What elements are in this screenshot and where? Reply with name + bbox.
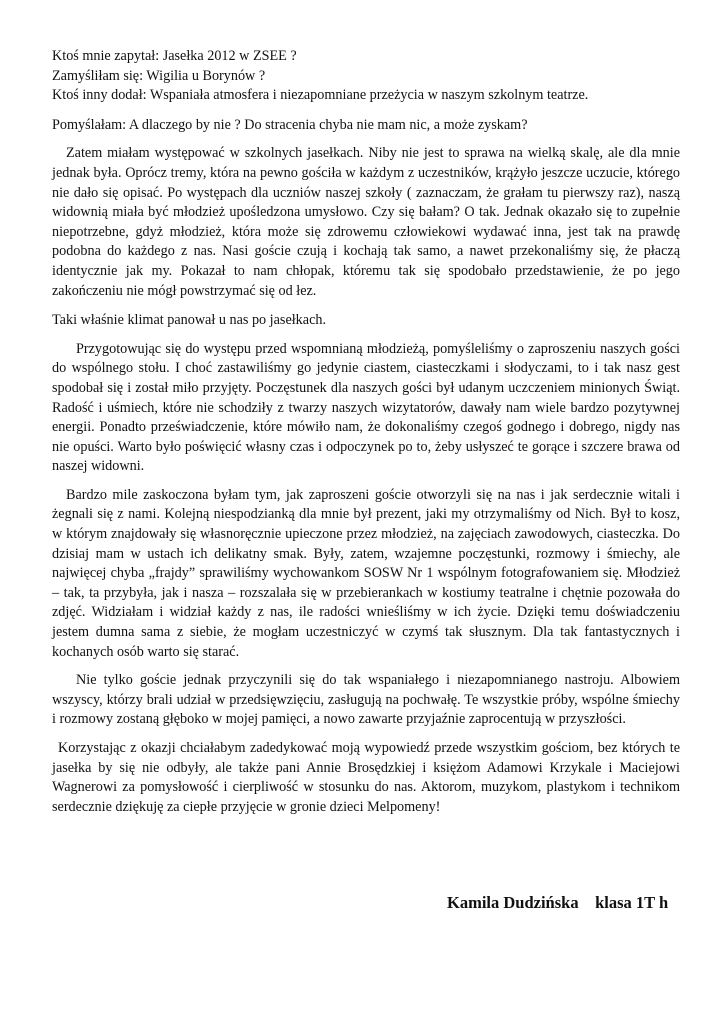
- intro-line-2: Zamyśliłam się: Wigilia u Borynów ?: [52, 67, 266, 84]
- intro-line-3: Ktoś inny dodał: Wspaniała atmosfera i niezapomniane przeżycia w naszym szkolnym teatrze.: [52, 87, 589, 104]
- paragraph-atmosphere: Nie tylko goście jednak przyczynili się do tak wspaniałego i niezapomnianego nastroju. Albowiem wszyscy, którzy brali udział w przedsięwzięciu, zasługują na pochwałę. Te wszystkie próby, wspólne śmiechy i rozmowy zostaną głęboko w mojej pamięci, a nowo zawarte przyjaźnie zaprocentują w przyszłości.: [52, 672, 680, 728]
- signature-author: Kamila Dudzińska: [447, 893, 579, 912]
- paragraph-preparation: Przygotowując się do występu przed wspomnianą młodzieżą, pomyśleliśmy o zaproszeniu naszych gości do wspólnego stołu. I choć zastawiliśmy go jedynie ciastem, ciasteczkami i słodyczami, to i tak nasz gest spodobał się i został miło przyjęty. Poczęstunek dla naszych gości był udanym uczczeniem minionych Świąt. Radość i uśmiech, które nie schodziły z twarzy naszych wizytatorów, dawały nam wiele bardzo pozytywnej energii. Ponadto przeświadczenie, które mówiło nam, że dokonaliśmy czegoś godnego i dobrego, nigdy nas nie opuści. Warto było poświęcić własny czas i odpoczynek po to, żeby usłyszeć te gorące i szczere brawa od naszej widowni.: [52, 340, 680, 475]
- paragraph-dedication: Korzystając z okazji chciałabym zadedykować moją wypowiedź przede wszystkim gościom, bez których te jasełka by się nie odbyły, ale także pani Annie Brosędzkiej i księżom Adamowi Krzykale i Maciejowi Wagnerowi za pomysłowość i cierpliwość w stosunku do nas. Aktorom, muzykom, plastykom i technikom serdecznie dziękuję za ciepłe przyjęcie w gronie dzieci Melpomeny!: [52, 740, 680, 815]
- document-body: [52, 47, 680, 817]
- signature: [447, 893, 668, 913]
- paragraph-performance: Zatem miałam występować w szkolnych jasełkach. Niby nie jest to sprawa na wielką skalę, ale dla mnie jednak była. Oprócz tremy, która na pewno gościła w każdym z uczestników, krążyło jeszcze uczucie, którego nie dało się opisać. Po występach dla uczniów naszej szkoły ( zaznaczam, że grałam tu pierwszy raz), naszą widownią miała być młodzież upośledzona umysłowo. Czy się bałam? O tak. Jednak okazało się to zupełnie niepotrzebne, gdyż młodzież, która może się zdrowemu człowiekowi wydawać inna, jest tak na prawdę podobna do każdego z nas. Nasi goście czują i kochają tak samo, a nawet przekonaliśmy się, że płaczą identycznie jak my. Pokazał to nam chłopak, któremu tak się spodobało przedstawienie, że po jego zakończeniu nie mógł powstrzymać się od łez.: [52, 145, 680, 299]
- paragraph-guests: Bardzo mile zaskoczona byłam tym, jak zaproszeni goście otworzyli się na nas i jak serdecznie witali i żegnali się z nami. Kolejną niespodzianką dla mnie był prezent, jaki my otrzymaliśmy od Nich. Był to kosz, w którym znajdowały się własnoręcznie upieczone przez młodzież, na zajęciach zawodowych, ciasteczka. Do dzisiaj mam w ustach ich delikatny smak. Były, zatem, wzajemne poczęstunki, rozmowy i śmiechy, ale najwięcej chyba „frajdy” sprawiliśmy wychowankom SOSW Nr 1 wspólnym fotografowaniem się. Młodzież – tak, ta przybyła, jak i nasza – rozszalała się w przebierankach w kostiumy teatralne i chętnie pozowała do zdjęć. Widziałam i widział każdy z nas, ile radości wnieśliśmy w ich życie. Dzięki temu doświadczeniu jestem dumna sama z siebie, że mogłam uczestniczyć w czymś tak słusznym. Dla tak fantastycznych i kochanych osób warto się starać.: [52, 486, 680, 660]
- intro-line-1: Ktoś mnie zapytał: Jasełka 2012 w ZSEE ?: [52, 48, 297, 64]
- climate-line: Taki właśnie klimat panował u nas po jasełkach.: [52, 312, 327, 329]
- question-line: Pomyślałam: A dlaczego by nie ? Do stracenia chyba nie mam nic, a może zyskam?: [52, 116, 528, 133]
- signature-class: klasa 1T h: [595, 893, 669, 912]
